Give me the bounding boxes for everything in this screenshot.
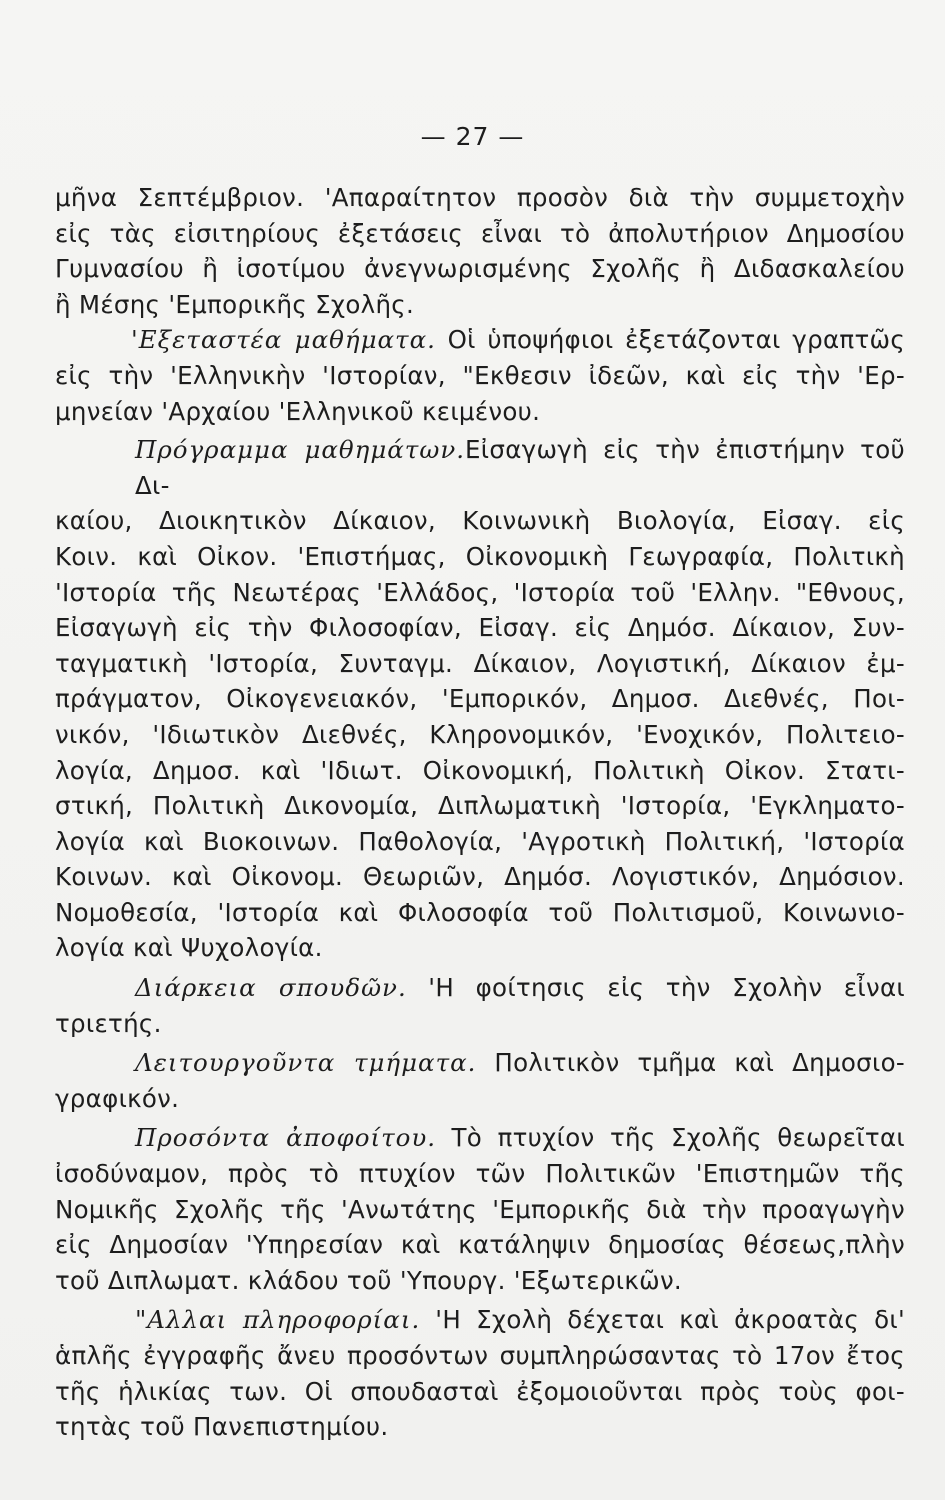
heading-qualifications: Προσόντα ἀποφοίτου. <box>135 1123 437 1153</box>
paragraph-departments <box>55 1045 905 1116</box>
heading-other-info: "Αλλαι πληροφορίαι. <box>135 1305 421 1335</box>
text-line: εἰς τὴν 'Ελληνικὴν 'Ιστορίαν, "Εκθεσιν ἰδεῶν, καὶ εἰς τὴν 'Ερ- <box>55 360 905 390</box>
heading-duration: Διάρκεια σπουδῶν. <box>135 973 407 1003</box>
text-line: μῆνα Σεπτέμβριον. 'Απαραίτητον προσὸν διὰ τὴν συμμετοχὴν <box>55 183 905 212</box>
text-line: "Αλλαι πληροφορίαι. 'Η Σχολὴ δέχεται καὶ ἀκροατὰς δι' <box>135 1305 905 1335</box>
heading-departments: Λειτουργοῦντα τμήματα. <box>135 1048 477 1078</box>
text-line: Κοινων. καὶ Οἰκονομ. Θεωριῶν, Δημόσ. Λογιστικόν, Δημόσιον. <box>55 862 905 892</box>
heading-exam-subjects: 'Εξεταστέα μαθήματα. <box>131 325 436 355</box>
text-line: Πρόγραμμα μαθημάτων.Εἰσαγωγὴ εἰς τὴν ἐπιστήμην τοῦ Δι- <box>135 435 905 500</box>
text-line: τῆς ἡλικίας των. Οἱ σπουδασταὶ ἐξομοιοῦνται πρὸς τοὺς φοι- <box>55 1376 905 1406</box>
text-line: Νομοθεσία, 'Ιστορία καὶ Φιλοσοφία τοῦ Πολιτισμοῦ, Κοινωνιο- <box>55 897 905 927</box>
text-line: Διάρκεια σπουδῶν. 'Η φοίτησις εἰς τὴν Σχολὴν εἶναι <box>135 973 906 1003</box>
text-line: τριετής. <box>55 1008 162 1038</box>
text-line: μηνείαν 'Αρχαίου 'Ελληνικοῦ κειμένου. <box>55 396 541 426</box>
text-line: τητὰς τοῦ Πανεπιστημίου. <box>55 1412 389 1442</box>
text-line: 'Ιστορία τῆς Νεωτέρας 'Ελλάδος, 'Ιστορία τοῦ 'Ελλην. "Εθνους, <box>55 577 905 607</box>
text-line: στική, Πολιτικὴ Δικονομία, Διπλωματικὴ 'Ιστορία, 'Εγκληματο- <box>55 791 905 821</box>
text-line: τοῦ Διπλωματ. κλάδου τοῦ 'Υπουργ. 'Εξωτερικῶν. <box>55 1265 683 1295</box>
text-line: εἰς Δημοσίαν 'Υπηρεσίαν καὶ κατάληψιν δημοσίας θέσεως,πλὴν <box>55 1230 905 1260</box>
text-line: Λειτουργοῦντα τμήματα. Πολιτικὸν τμῆμα καὶ Δημοσιο- <box>135 1048 905 1078</box>
text-line: Γυμνασίου ἢ ἰσοτίμου ἀνεγνωρισμένης Σχολῆς ἢ Διδασκαλείου <box>55 254 905 284</box>
text-line: λογία καὶ Ψυχολογία. <box>55 933 323 963</box>
text-line: γραφικόν. <box>55 1083 180 1113</box>
text-line: Κοιν. καὶ Οἰκον. 'Επιστήμας, Οἰκονομικὴ Γεωγραφία, Πολιτικὴ <box>55 541 905 571</box>
text-line: ἰσοδύναμον, πρὸς τὸ πτυχίον τῶν Πολιτικῶν 'Επιστημῶν τῆς <box>55 1159 905 1189</box>
text-line: λογία καὶ Βιοκοινων. Παθολογία, 'Αγροτικὴ Πολιτική, 'Ιστορία <box>55 826 905 856</box>
paragraph-duration <box>55 970 905 1041</box>
text-line: 'Εξεταστέα μαθήματα. Οἱ ὑποψήφιοι ἐξετάζονται γραπτῶς <box>131 325 905 355</box>
text-line: λογία, Δημοσ. καὶ 'Ιδιωτ. Οἰκονομική, Πολιτικὴ Οἰκον. Στατι- <box>55 755 905 785</box>
text-line: νικόν, 'Ιδιωτικὸν Διεθνές, Κληρονομικόν, 'Ενοχικόν, Πολιτειο- <box>55 719 905 749</box>
paragraph-other-info <box>55 1302 905 1444</box>
heading-program: Πρόγραμμα μαθημάτων. <box>135 435 466 465</box>
text-line: ἁπλῆς ἐγγραφῆς ἄνευ προσόντων συμπληρώσαντας τὸ 17ον ἔτος <box>55 1341 905 1370</box>
paragraph-program <box>55 432 905 966</box>
text-line: καίου, Διοικητικὸν Δίκαιον, Κοινωνικὴ Βιολογία, Εἰσαγ. εἰς <box>55 506 905 536</box>
paragraph-qualifications <box>55 1120 905 1298</box>
text-line: ταγματικὴ 'Ιστορία, Συνταγμ. Δίκαιον, Λογιστική, Δίκαιον ἐμ- <box>55 648 905 678</box>
text-line: εἰς τὰς εἰσιτηρίους ἐξετάσεις εἶναι τὸ ἀπολυτήριον Δημοσίου <box>55 218 905 248</box>
body-text <box>55 180 905 1445</box>
text-line: πράγματον, Οἰκογενειακόν, 'Εμπορικόν, Δημοσ. Διεθνές, Ποι- <box>55 684 905 714</box>
text-line: Προσόντα ἀποφοίτου. Τὸ πτυχίον τῆς Σχολῆς θεωρεῖται <box>135 1123 905 1153</box>
page-number: — 27 — <box>420 122 525 151</box>
text-line: Νομικῆς Σχολῆς τῆς 'Ανωτάτης 'Εμπορικῆς διὰ τὴν προαγωγὴν <box>55 1194 905 1224</box>
paragraph-admission <box>55 180 905 322</box>
paragraph-exam-subjects <box>55 322 905 429</box>
text-line: Εἰσαγωγὴ εἰς τὴν Φιλοσοφίαν, Εἰσαγ. εἰς Δημόσ. Δίκαιον, Συν- <box>55 613 905 643</box>
text-line: ἢ Μέσης 'Εμπορικῆς Σχολῆς. <box>55 289 415 319</box>
